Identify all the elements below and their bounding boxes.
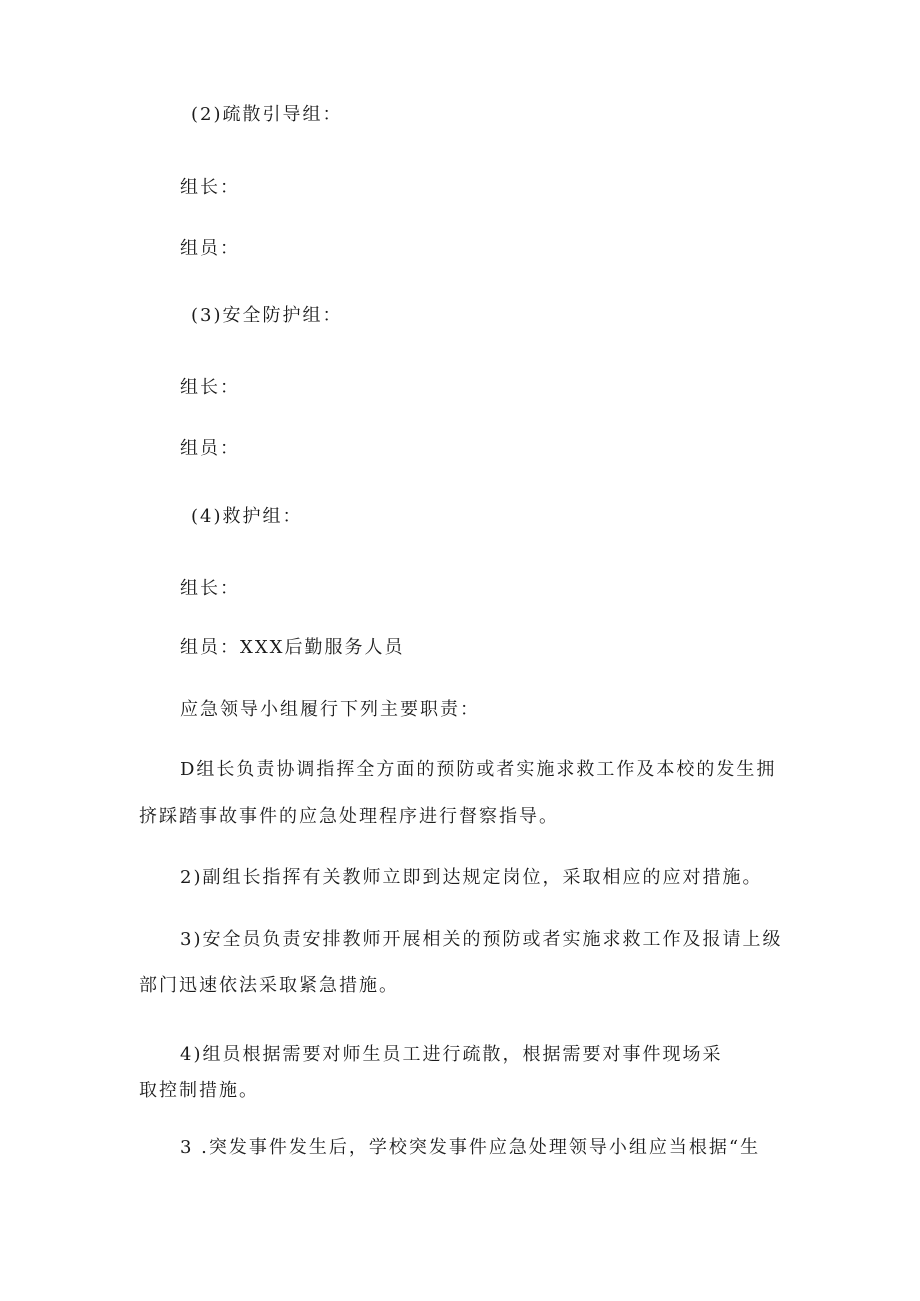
duty-3-line-1: 3)安全员负责安排教师开展相关的预防或者实施求救工作及报请上级 bbox=[180, 929, 783, 950]
duty-1-line-2: 挤踩踏事故事件的应急处理程序进行督察指导。 bbox=[139, 806, 559, 827]
safety-group-members: 组员： bbox=[180, 438, 240, 459]
rescue-group-leader: 组长： bbox=[180, 578, 240, 599]
duty-4-line-1: 4)组员根据需要对师生员工进行疏散，根据需要对事件现场采 bbox=[180, 1044, 723, 1065]
rescue-group-members: 组员：XXX后勤服务人员 bbox=[180, 637, 405, 658]
evacuation-group-members: 组员： bbox=[180, 238, 240, 259]
heading-safety-protection-group: (3)安全防护组： bbox=[191, 305, 343, 326]
duties-intro: 应急领导小组履行下列主要职责： bbox=[180, 699, 480, 720]
safety-group-leader: 组长： bbox=[180, 377, 240, 398]
section-3-line-1: 3 .突发事件发生后，学校突发事件应急处理领导小组应当根据“生 bbox=[180, 1137, 761, 1158]
heading-rescue-group: (4)救护组： bbox=[191, 506, 303, 527]
duty-1-line-1: D组长负责协调指挥全方面的预防或者实施求救工作及本校的发生拥 bbox=[180, 759, 777, 780]
evacuation-group-leader: 组长： bbox=[180, 177, 240, 198]
duty-3-line-2: 部门迅速依法采取紧急措施。 bbox=[139, 975, 399, 996]
heading-evacuation-group: (2)疏散引导组： bbox=[191, 104, 343, 125]
duty-2: 2)副组长指挥有关教师立即到达规定岗位，采取相应的应对措施。 bbox=[180, 867, 763, 888]
duty-4-line-2: 取控制措施。 bbox=[139, 1080, 259, 1101]
